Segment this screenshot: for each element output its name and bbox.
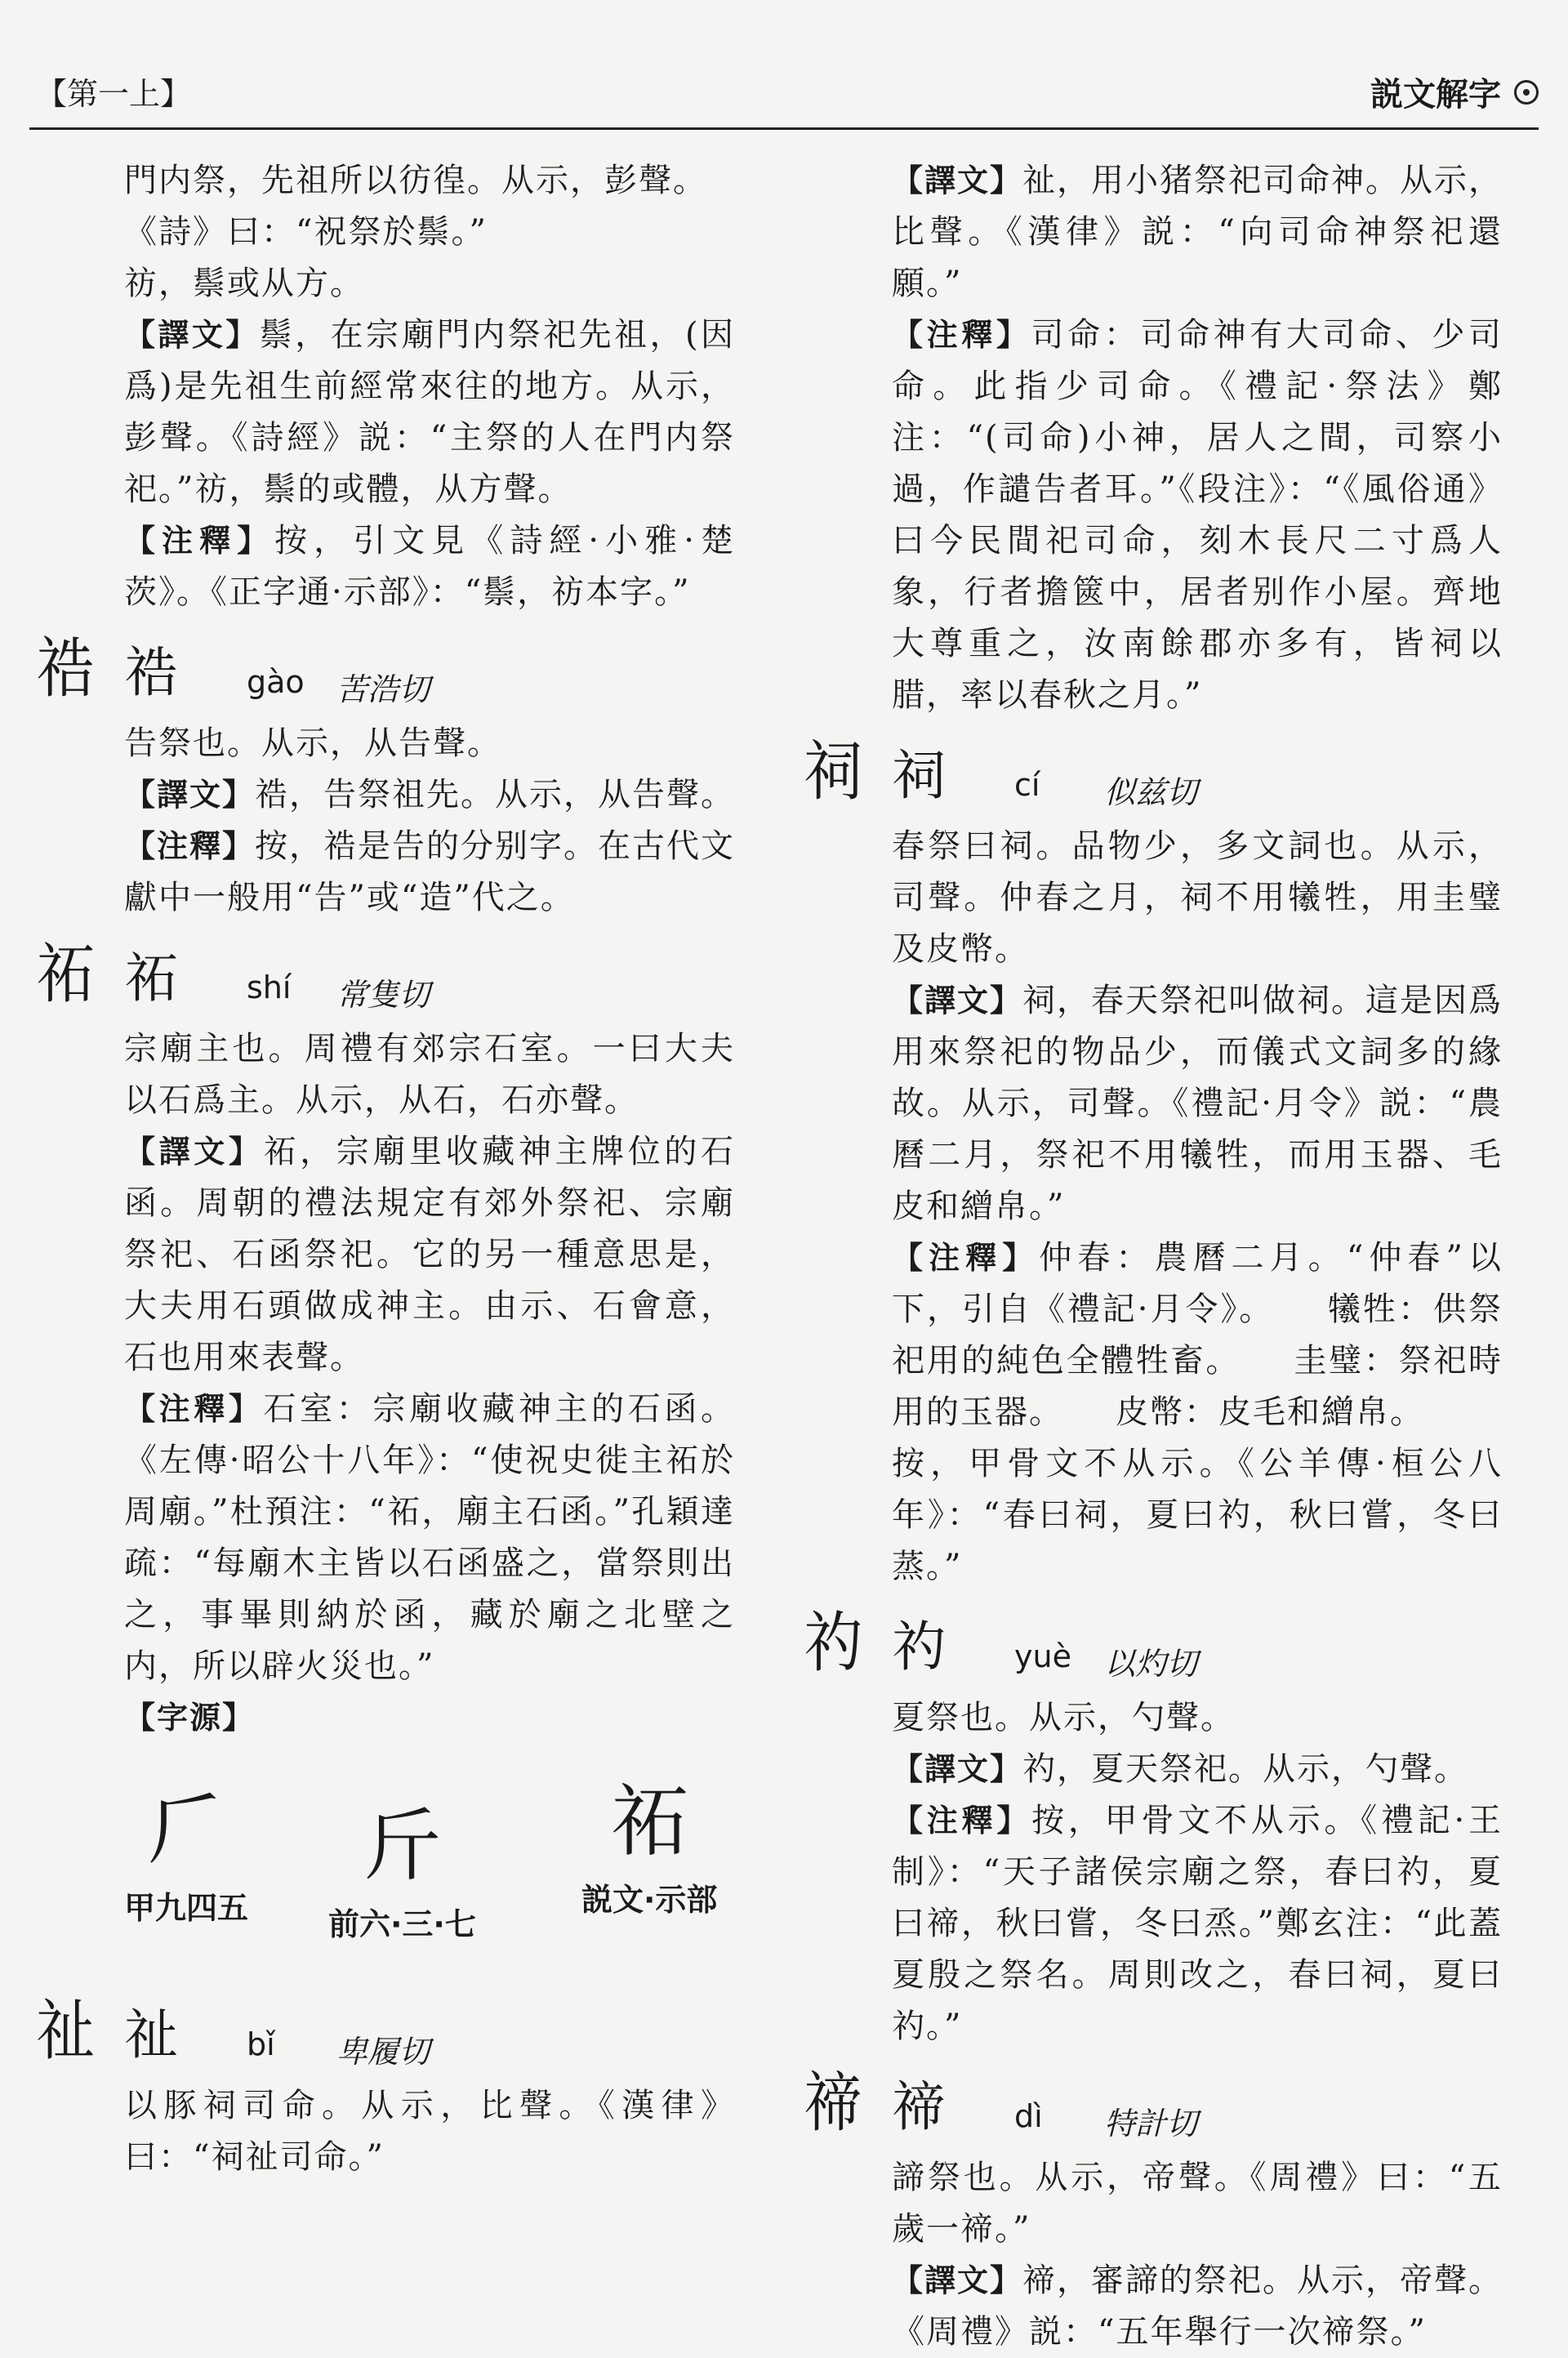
definition-paragraph [800, 1438, 1503, 1593]
page-header [29, 57, 1539, 130]
definition-paragraph [33, 718, 735, 769]
pinyin-reading: cí [1014, 767, 1040, 803]
section-tag: 【譯文】 [892, 163, 1023, 198]
headword: 禘 [892, 2075, 946, 2138]
paragraph-text: 告祭也。从示，从告聲。 [124, 724, 501, 762]
section-tag: 【注釋】 [892, 317, 1031, 353]
origin-source-label: 甲九四五 [124, 1890, 249, 1926]
paragraph-text: 司命：司命神有大司命、少司命。此指少司命。《禮記·祭法》鄭注：“(司命)小神，居人之間，司察小過，作譴告者耳。”《段注》：“《風俗通》曰今民間祀司命，刻木長尺二寸爲人象，行者擔篋中，居者别作小屋。齊地大尊重之，汝南餘郡亦多有，皆祠以腊，率以春秋之月。” [892, 316, 1503, 714]
entry-head [33, 935, 735, 1023]
annotation-paragraph [800, 155, 1503, 310]
pinyin-reading: yuè [1014, 1638, 1071, 1674]
ancient-glyph: 𠂆 [147, 1784, 225, 1875]
dictionary-entry [33, 935, 735, 1981]
ancient-glyph: 祏 [610, 1776, 689, 1867]
book-title: 説文解字 [1370, 75, 1501, 114]
annotation-paragraph [33, 310, 735, 515]
section-tag: 【譯文】 [124, 777, 256, 813]
paragraph-text: 鬃，在宗廟門内祭祀先祖，(因爲)是先祖生前經常來往的地方。从示，彭聲。《詩經》説：“主祭的人在門内祭祀。”祊，鬃的或體，从方聲。 [124, 316, 735, 508]
section-label: 【第一上】 [36, 76, 192, 112]
annotation-paragraph [800, 1232, 1503, 1438]
fanqie-reading: 以灼切 [1104, 1646, 1198, 1682]
origin-source-label: 説文·示部 [581, 1882, 718, 1918]
section-tag: 【注釋】 [124, 523, 275, 559]
target-circle-icon [1514, 80, 1539, 105]
pinyin-reading: bǐ [247, 2026, 275, 2062]
origin-source-label: 前六·三·七 [328, 1906, 476, 1942]
fanqie-reading: 苦浩切 [336, 671, 430, 707]
paragraph-text: 祠，春天祭祀叫做祠。這是因爲用來祭祀的物品少，而儀式文詞多的緣故。从示，司聲。《禮記·月令》説：“農曆二月，祭祀不用犧牲，而用玉器、毛皮和繒帛。” [892, 982, 1503, 1225]
origin-form [124, 1776, 248, 1928]
definition-paragraph [33, 258, 735, 310]
paragraph-text: 按，引文見《詩經·小雅·楚茨》。《正字通·示部》：“鬃，祊本字。” [124, 522, 735, 611]
origin-form [328, 1793, 476, 1944]
paragraph-text: 夏祭也。从示，勺聲。 [892, 1699, 1235, 1736]
entry-head [800, 733, 1503, 821]
ancient-glyph: 斤 [363, 1800, 442, 1892]
paragraph-text: 禘，審諦的祭祀。从示，帝聲。《周禮》説：“五年舉行一次禘祭。” [892, 2262, 1503, 2351]
dictionary-entry [800, 1604, 1503, 2053]
headword: 祠 [892, 744, 946, 807]
headword: 礿 [892, 1616, 946, 1678]
headword: 祰 [124, 641, 178, 704]
section-tag: 【譯文】 [124, 317, 260, 353]
paragraph-text: 以豚祠司命。从示，比聲。《漢律》曰：“祠祉司命。” [124, 2087, 735, 2176]
section-tag: 【注釋】 [892, 1240, 1040, 1276]
left-column [33, 155, 735, 2183]
annotation-paragraph [33, 1126, 735, 1384]
dictionary-entry [33, 630, 735, 924]
paragraph-text: 按，甲骨文不从示。《禮記·王制》：“天子諸侯宗廟之祭，春曰礿，夏曰禘，秋曰嘗，冬曰烝。”鄭玄注：“此蓋夏殷之祭名。周則改之，春曰祠，夏曰礿。” [892, 1802, 1503, 2045]
paragraph-text: 祊，鬃或从方。 [124, 265, 364, 302]
annotation-paragraph [33, 769, 735, 821]
paragraph-text: 祏，宗廟里收藏神主牌位的石函。周朝的禮法規定有郊外祭祀、宗廟祭祀、石函祭祀。它的另一種意思是，大夫用石頭做成神主。由示、石會意，石也用來表聲。 [124, 1133, 735, 1376]
dictionary-entry [800, 2064, 1503, 2358]
paragraph-text: 門内祭，先祖所以彷徨。从示，彭聲。 [124, 162, 707, 199]
annotation-paragraph [33, 1384, 735, 1692]
seal-script-glyph: 祰 [36, 631, 95, 707]
section-tag: 【譯文】 [892, 983, 1023, 1019]
definition-paragraph [800, 1692, 1503, 1744]
paragraph-text: 仲春：農曆二月。“仲春”以下，引自《禮記·月令》。 犧牲：供祭祀用的純色全體牲畜。 圭璧：祭祀時用的玉器。 皮幣：皮毛和繒帛。 [892, 1239, 1503, 1431]
definition-paragraph [33, 207, 735, 258]
paragraph-text: 按，甲骨文不从示。《公羊傳·桓公八年》：“春曰祠，夏曰礿，秋曰嘗，冬曰蒸。” [892, 1445, 1503, 1585]
paragraph-text: 祉，用小猪祭祀司命神。从示，比聲。《漢律》説：“向司命神祭祀還願。” [892, 162, 1503, 302]
paragraph-text: 祰，告祭祖先。从示，从告聲。 [255, 776, 736, 813]
annotation-paragraph [33, 515, 735, 618]
paragraph-text: 石室：宗廟收藏神主的石函。《左傳·昭公十八年》：“使祝史徙主祏於周廟。”杜預注：“祏，廟主石函。”孔穎達疏：“每廟木主皆以石函盛之，當祭則出之，事畢則納於函，藏於廟之北壁之内，所以辟火災也。” [124, 1390, 735, 1685]
fanqie-reading: 常隻切 [336, 977, 430, 1013]
paragraph-text: 《詩》曰：“祝祭於鬃。” [124, 213, 488, 251]
section-tag: 【字源】 [124, 1700, 256, 1736]
pinyin-reading: shí [247, 969, 292, 1005]
entry-head [33, 630, 735, 718]
headword: 祏 [124, 947, 178, 1010]
annotation-paragraph [800, 1744, 1503, 1795]
fanqie-reading: 似兹切 [1104, 774, 1198, 810]
paragraph-text: 諦祭也。从示，帝聲。《周禮》曰：“五歲一禘。” [892, 2159, 1503, 2248]
book-title-group [1370, 69, 1539, 115]
character-origin-forms [124, 1744, 735, 1981]
definition-paragraph [33, 2080, 735, 2183]
seal-script-glyph: 祏 [36, 936, 95, 1012]
pinyin-reading: gào [247, 664, 305, 700]
seal-script-glyph: 祠 [804, 733, 862, 809]
paragraph-text: 宗廟主也。周禮有郊宗石室。一曰大夫以石爲主。从示，从石，石亦聲。 [124, 1030, 735, 1119]
section-tag: 【注釋】 [892, 1803, 1032, 1839]
seal-script-glyph: 礿 [804, 1605, 862, 1681]
paragraph-text: 礿，夏天祭祀。从示，勺聲。 [1022, 1750, 1469, 1788]
fanqie-reading: 卑履切 [336, 2034, 430, 2070]
annotation-paragraph [800, 1795, 1503, 2053]
dictionary-entry [33, 1992, 735, 2183]
section-tag: 【注釋】 [124, 1391, 264, 1427]
right-column [800, 155, 1503, 2358]
annotation-paragraph [33, 821, 735, 924]
section-tag: 【譯文】 [892, 1751, 1023, 1787]
section-tag: 【譯文】 [124, 1134, 264, 1170]
entry-head [33, 1992, 735, 2080]
annotation-paragraph [33, 1692, 735, 1744]
definition-paragraph [800, 821, 1503, 975]
seal-script-glyph: 祉 [36, 1993, 95, 2069]
definition-paragraph [33, 155, 735, 207]
paragraph-text: 按，祰是告的分别字。在古代文獻中一般用“告”或“造”代之。 [124, 827, 736, 916]
seal-script-glyph: 禘 [804, 2065, 862, 2141]
dictionary-entry [800, 733, 1503, 1593]
origin-form [581, 1768, 717, 1919]
entry-head [800, 2064, 1503, 2152]
pinyin-reading: dì [1014, 2098, 1043, 2134]
fanqie-reading: 特計切 [1104, 2106, 1198, 2142]
annotation-paragraph [800, 2255, 1503, 2358]
definition-paragraph [800, 2152, 1503, 2255]
annotation-paragraph [800, 975, 1503, 1232]
definition-paragraph [33, 1023, 735, 1126]
annotation-paragraph [800, 310, 1503, 721]
entry-head [800, 1604, 1503, 1692]
section-tag: 【譯文】 [892, 2262, 1023, 2298]
section-tag: 【注釋】 [124, 828, 256, 864]
paragraph-text: 春祭曰祠。品物少，多文詞也。从示，司聲。仲春之月，祠不用犧牲，用圭璧及皮幣。 [892, 827, 1503, 968]
headword: 祉 [124, 2004, 178, 2066]
